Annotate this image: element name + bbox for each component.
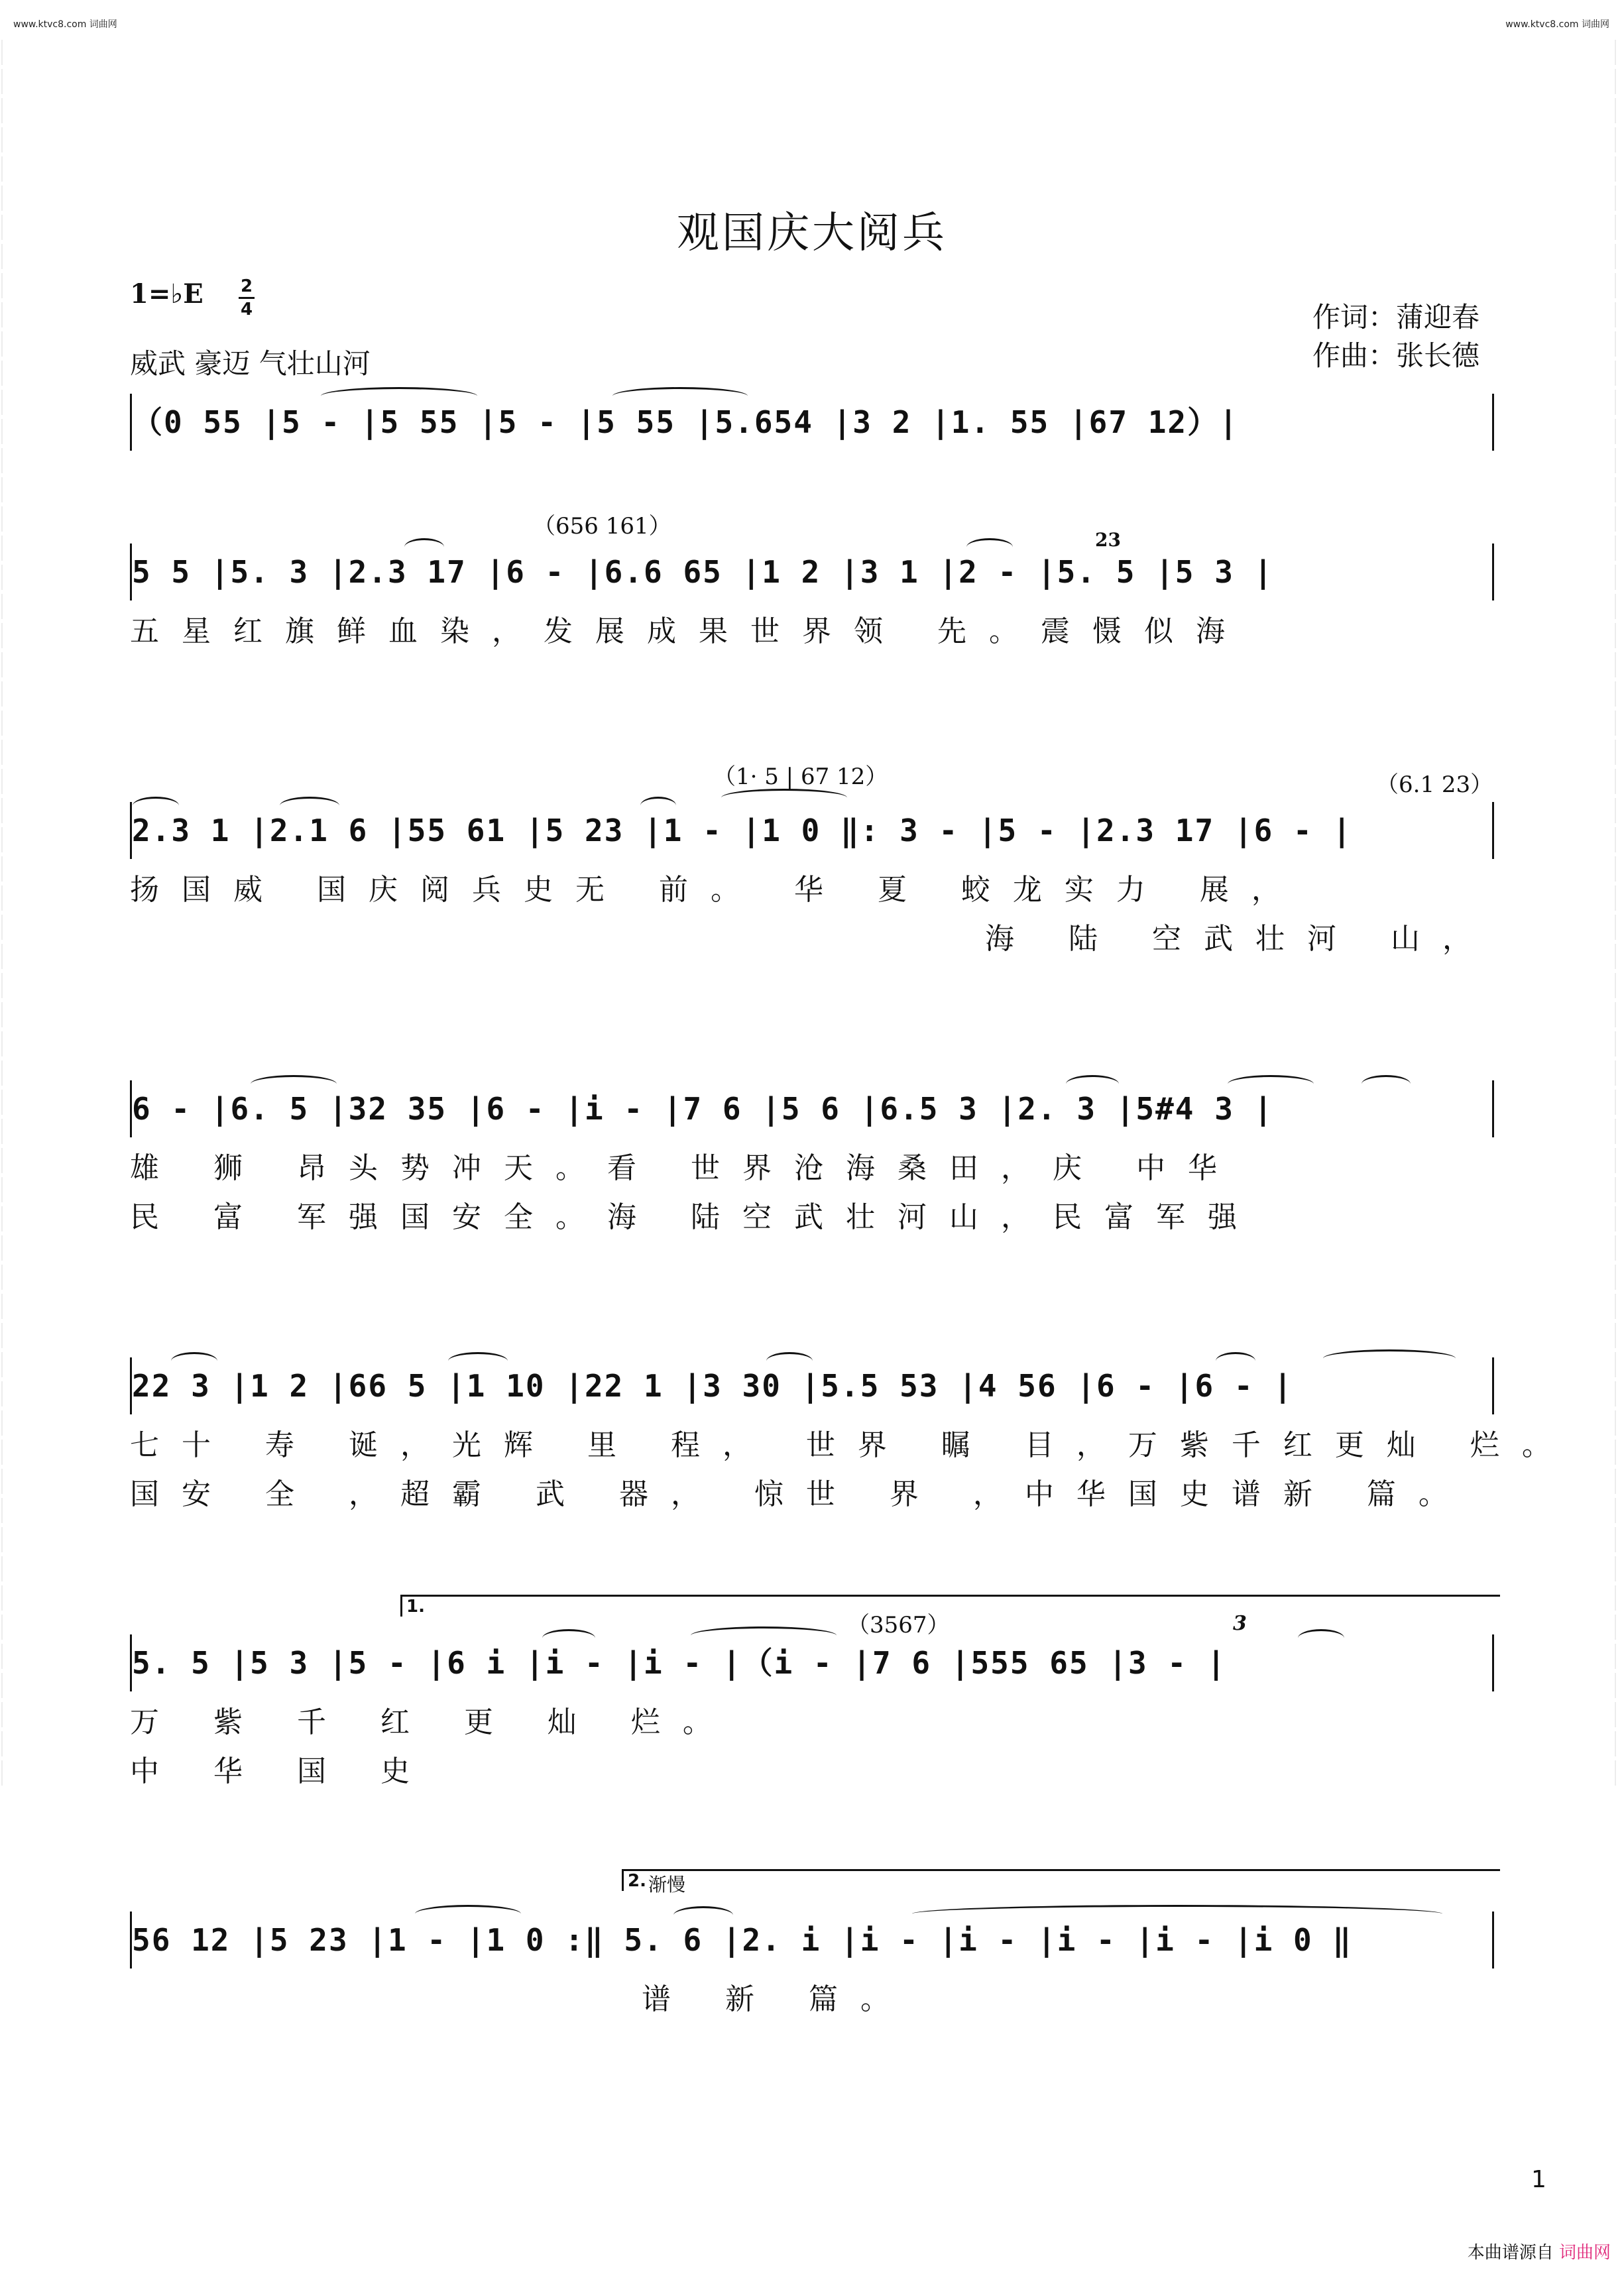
watermark-tick (1615, 1352, 1623, 1377)
watermark-tick (1615, 506, 1623, 532)
watermark-tick (1, 69, 9, 94)
volta-bracket-2: 2. (622, 1869, 1500, 1891)
watermark-tick (1615, 1031, 1623, 1056)
passage-annotation: （3567） (847, 1612, 950, 1638)
tempo-marking: 渐慢 (648, 1874, 686, 1896)
watermark-tick (1, 1760, 9, 1786)
watermark-tick (1615, 623, 1623, 648)
lyrics-verse-1: 扬国威 国庆阅兵史无 前。 华 夏 蛟龙实力 展， (130, 873, 1303, 907)
watermark-tick (1615, 1177, 1623, 1202)
slur-mark (542, 1629, 595, 1647)
slur-mark (966, 538, 1013, 556)
watermark-tick (1615, 69, 1623, 94)
watermark-tick (1615, 1702, 1623, 1727)
grace-annotation: （656 161） (533, 513, 671, 540)
watermark-tick (1615, 973, 1623, 998)
watermark-tick (1, 681, 9, 707)
watermark-tick (1, 885, 9, 911)
slur-mark (673, 1906, 733, 1924)
watermark-tick (1, 1352, 9, 1377)
lyrics-verse-1: 五星红旗鲜血染，发展成果世界领 先。震慑似海 (130, 614, 1247, 648)
slur-mark (321, 387, 477, 405)
slur-mark (448, 1352, 508, 1370)
watermark-tick (1615, 273, 1623, 298)
watermark-tick (1615, 1498, 1623, 1523)
watermark-tick (1, 1177, 9, 1202)
slur-mark (404, 538, 444, 556)
lyrics-verse-1: 七十 寿 诞，光辉 里 程， 世界 瞩 目，万紫千红更灿 烂。 (130, 1428, 1574, 1462)
watermark-tick (1615, 681, 1623, 707)
watermark-tick (1, 1702, 9, 1727)
watermark-tick (1615, 1644, 1623, 1669)
slur-mark (640, 797, 676, 815)
watermark-tick (1, 448, 9, 473)
time-signature (239, 277, 255, 319)
watermark-tick (1, 1002, 9, 1027)
lyrics-verse-1: 雄 狮 昂头势冲天。看 世界沧海桑田，庆 中华 (130, 1151, 1240, 1185)
lyrics-verse-2: 海 陆 空武壮河 山， (985, 922, 1494, 956)
watermark-tick (1615, 1294, 1623, 1319)
footer-brand: 词曲网 (1558, 2243, 1611, 2263)
watermark-tick (1, 302, 9, 327)
watermark-tick (1615, 1381, 1623, 1406)
notes: 6 - |6. 5 |32 35 |6 - |i - |7 6 |5 6 |6.5 3 |2. 3 |5#4 3 | (132, 1091, 1274, 1127)
watermark-tick (1, 331, 9, 357)
lyricist-credit: 作词：蒲迎春 (1312, 301, 1480, 333)
watermark-tick (1, 944, 9, 969)
watermark-tick (1615, 769, 1623, 794)
watermark-tick (1615, 915, 1623, 940)
slur-mark (1216, 1352, 1255, 1370)
watermark-tick (1615, 856, 1623, 882)
watermark-tick (1, 419, 9, 444)
watermark-tick (1, 1731, 9, 1756)
lyrics-verse-1: 万 紫 千 红 更 灿 烂。 (130, 1705, 734, 1739)
watermark-tick (1615, 565, 1623, 590)
watermark-tick (1, 1148, 9, 1173)
watermark-tick (1615, 740, 1623, 765)
watermark-tick (1, 273, 9, 298)
slur-mark (691, 1626, 837, 1644)
watermark-tick (1615, 944, 1623, 969)
watermark-tick (1615, 1673, 1623, 1698)
watermark-tick (1615, 1235, 1623, 1261)
slur-mark (612, 387, 748, 405)
watermark-tick (1615, 1265, 1623, 1290)
watermark-tick (1, 1206, 9, 1231)
watermark-tick (1, 740, 9, 765)
watermark-tick (1615, 827, 1623, 852)
watermark-tick (1, 1265, 9, 1290)
watermark-tick (1, 1527, 9, 1552)
time-signature-top: 2 (240, 276, 253, 296)
watermark-tick (1, 1090, 9, 1115)
volta-bracket-1: 1. (400, 1595, 1500, 1617)
watermark-tick (1, 594, 9, 619)
slur-mark (1066, 1075, 1119, 1093)
slur-mark (251, 1075, 337, 1093)
expression-marking: 威武 豪迈 气壮山河 (130, 347, 371, 380)
watermark-tick (1615, 652, 1623, 677)
triplet-mark: 3 (1233, 1612, 1247, 1635)
song-title: 观国庆大阅兵 (677, 209, 947, 258)
notes: 2.3 1 |2.1 6 |55 61 |5 23 |1 - |1 0 ‖: 3 - |5 - |2.3 17 |6 - | (132, 813, 1353, 848)
notes: 22 3 |1 2 |66 5 |1 10 |22 1 |3 30 |5.5 53 |4 56 |6 - |6 - | (132, 1368, 1293, 1404)
watermark-tick (1615, 1556, 1623, 1581)
composer-credit: 作曲：张长德 (1312, 339, 1480, 372)
watermark-tick (1615, 419, 1623, 444)
watermark-tick (1, 711, 9, 736)
slur-mark (1228, 1075, 1314, 1093)
watermark-tick (1615, 1469, 1623, 1494)
watermark-tick (1615, 711, 1623, 736)
watermark-tick (1615, 536, 1623, 561)
footer-source (1468, 2239, 1611, 2263)
watermark-tick (1615, 1731, 1623, 1756)
watermark-tick (1615, 127, 1623, 152)
watermark-tick (1, 623, 9, 648)
slur-mark (415, 1905, 521, 1923)
header-site-right: www.ktvc8.com 词曲网 (1505, 19, 1609, 30)
watermark-tick (1, 1469, 9, 1494)
watermark-tick (1615, 98, 1623, 123)
watermark-tick (1615, 1410, 1623, 1436)
watermark-tick (1, 652, 9, 677)
lyrics-verse-2: 中 华 国 史 (130, 1754, 432, 1788)
notes: 5. 5 |5 3 |5 - |6 i |i - |i - |（i - |7 6 |555 65 |3 - | (132, 1645, 1227, 1681)
watermark-tick (1, 1673, 9, 1698)
watermark-tick (1, 156, 9, 182)
watermark-tick (1615, 1148, 1623, 1173)
watermark-tick (1615, 1440, 1623, 1465)
watermark-tick (1, 1644, 9, 1669)
watermark-tick (1615, 1323, 1623, 1348)
watermark-tick (1, 506, 9, 532)
watermark-tick (1, 1440, 9, 1465)
watermark-tick (1, 798, 9, 823)
watermark-tick (1, 536, 9, 561)
notes: 5 5 |5. 3 |2.3 17 |6 - |6.6 65 |1 2 |3 1 |2 - |5. 5 |5 3 | (132, 554, 1274, 590)
slur-mark (721, 789, 847, 807)
watermark-tick (1615, 156, 1623, 182)
footer-text: 本曲谱源自 (1467, 2243, 1554, 2263)
notes: （0 55 |5 - |5 55 |5 - |5 55 |5.654 |3 2 |1. 55 |67 12）| (132, 404, 1239, 440)
watermark-tick (1615, 1060, 1623, 1086)
slur-mark (1362, 1075, 1411, 1093)
watermark-tick (1, 1031, 9, 1056)
watermark-tick (1615, 302, 1623, 327)
watermark-tick (1, 1294, 9, 1319)
watermark-tick (1615, 361, 1623, 386)
watermark-tick (1, 1060, 9, 1086)
time-signature-bottom: 4 (240, 300, 253, 319)
watermark-tick (1615, 1527, 1623, 1552)
watermark-tick (1, 856, 9, 882)
slur-mark (171, 1352, 217, 1370)
watermark-tick (1615, 798, 1623, 823)
lyrics-verse-2: 民 富 军强国安全。海 陆空武壮河山，民富军强 (130, 1200, 1259, 1234)
watermark-tick (1, 1323, 9, 1348)
watermark-tick (1, 1119, 9, 1144)
lyrics-verse-1: 谱 新 篇。 (642, 1982, 912, 2016)
interlude-annotation: （1· 5 | 67 12） (713, 764, 888, 790)
grace-note: 23 (1095, 529, 1121, 551)
watermark-tick (1615, 1090, 1623, 1115)
slur-mark (280, 797, 339, 815)
watermark-tick (1615, 1002, 1623, 1027)
watermark-tick (1, 1381, 9, 1406)
left-margin-watermark (1, 40, 9, 2242)
notes: 56 12 |5 23 |1 - |1 0 :‖ 5. 6 |2. i |i - |i - |i - |i - |i 0 ‖ (132, 1922, 1353, 1958)
watermark-tick (1615, 1615, 1623, 1640)
watermark-tick (1, 1615, 9, 1640)
watermark-tick (1615, 1206, 1623, 1231)
right-margin-watermark (1615, 40, 1623, 2242)
watermark-tick (1, 361, 9, 386)
watermark-tick (1, 1585, 9, 1611)
watermark-tick (1, 769, 9, 794)
watermark-tick (1615, 390, 1623, 415)
watermark-tick (1615, 40, 1623, 65)
watermark-tick (1, 127, 9, 152)
watermark-tick (1, 98, 9, 123)
watermark-tick (1, 390, 9, 415)
page-number: 1 (1531, 2166, 1546, 2193)
watermark-tick (1615, 1119, 1623, 1144)
watermark-tick (1615, 594, 1623, 619)
watermark-tick (1, 1410, 9, 1436)
header-site-left: www.ktvc8.com 词曲网 (13, 19, 117, 30)
notation-line (130, 543, 1494, 600)
slur-mark (133, 797, 179, 815)
slur-mark (766, 1352, 813, 1370)
watermark-tick (1615, 331, 1623, 357)
watermark-tick (1, 1498, 9, 1523)
watermark-tick (1, 973, 9, 998)
slur-mark (1323, 1349, 1456, 1367)
watermark-tick (1, 915, 9, 940)
key-signature: 1=♭E (130, 278, 203, 310)
watermark-tick (1615, 1585, 1623, 1611)
watermark-tick (1615, 477, 1623, 502)
slur-mark (1298, 1629, 1344, 1647)
watermark-tick (1615, 885, 1623, 911)
watermark-tick (1, 40, 9, 65)
watermark-tick (1, 827, 9, 852)
watermark-tick (1, 1235, 9, 1261)
watermark-tick (1, 477, 9, 502)
slur-mark (912, 1905, 1442, 1923)
watermark-tick (1615, 448, 1623, 473)
lyrics-verse-2: 国安 全 ，超霸 武 器， 惊世 界 ，中华国史谱新 篇。 (130, 1477, 1470, 1511)
variation-annotation: （6.1 23） (1376, 771, 1493, 798)
watermark-tick (1615, 1760, 1623, 1786)
watermark-tick (1, 565, 9, 590)
watermark-tick (1, 1556, 9, 1581)
